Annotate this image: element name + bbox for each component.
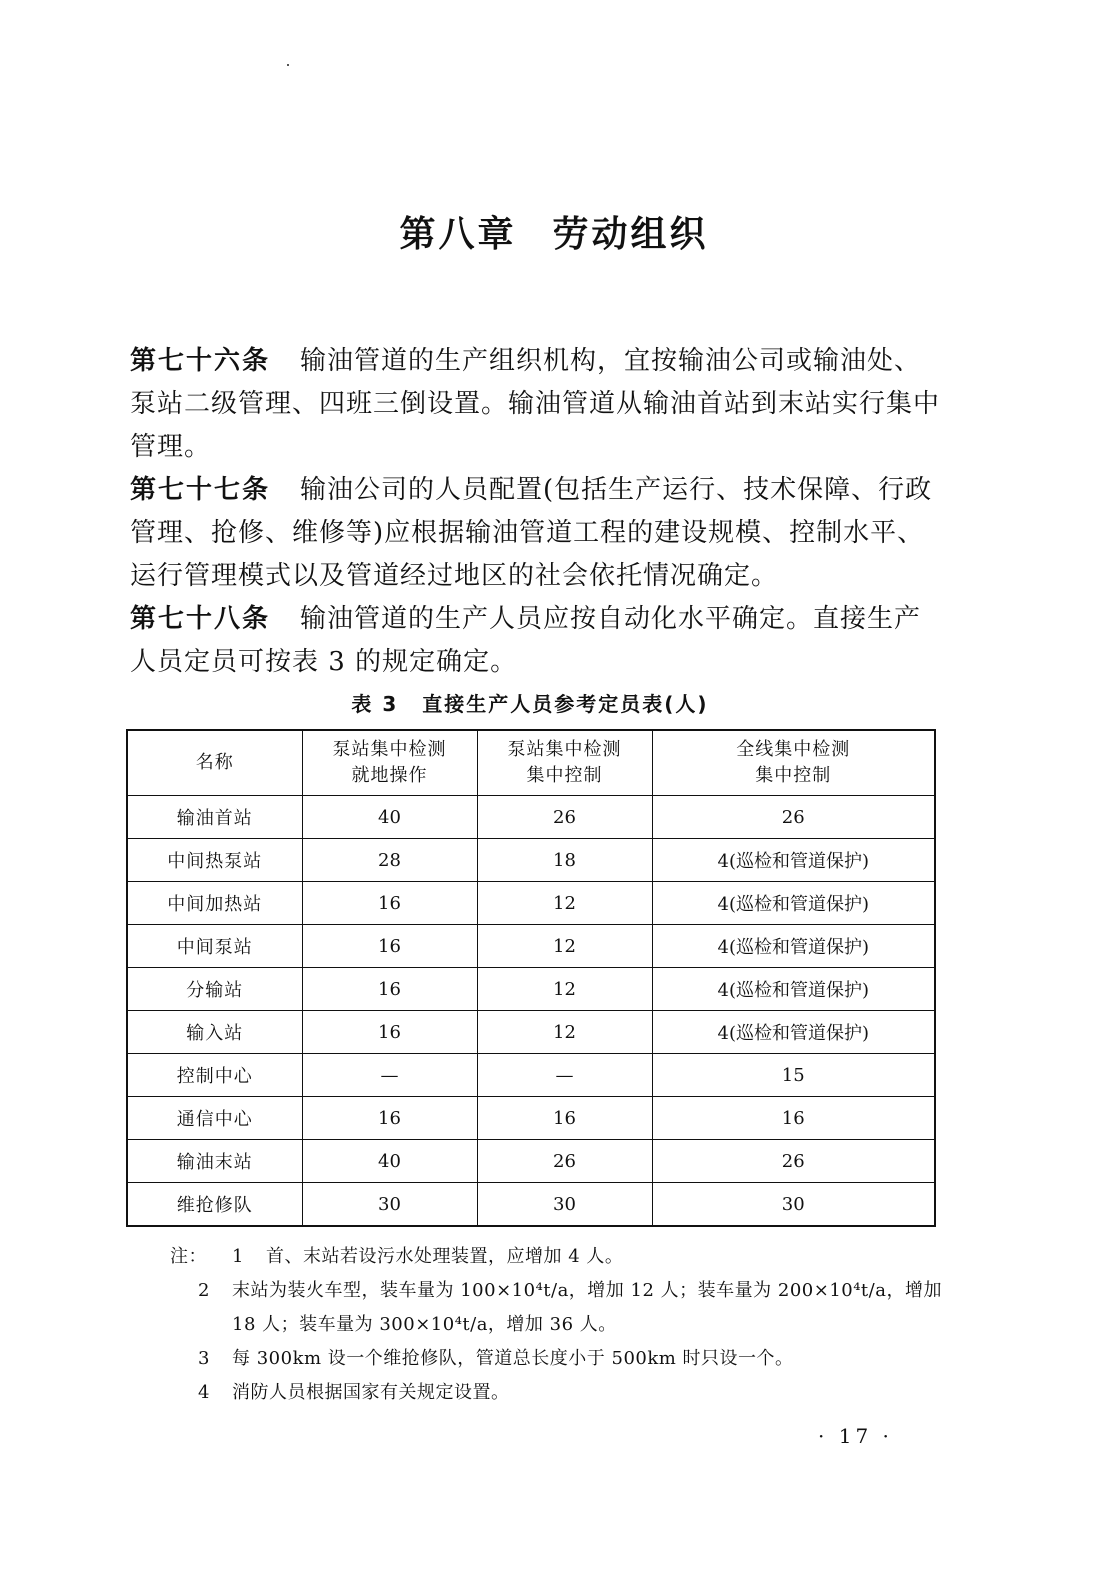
station-name-cell: 维抢修队 (127, 1183, 302, 1227)
header-col-line-control: 全线集中检测 集中控制 (652, 730, 935, 796)
article-number: 第七十六条 (130, 346, 271, 376)
chapter-number: 第八章 (399, 214, 517, 255)
table-notes (170, 1240, 950, 1410)
table-row (127, 839, 935, 882)
staff-count-cell: 30 (302, 1183, 477, 1227)
note-text: 首、末站若设污水处理装置，应增加 4 人。 (266, 1246, 624, 1267)
staff-count-cell: 26 (652, 1140, 935, 1183)
note-item (170, 1342, 950, 1376)
note-number: 2 (198, 1280, 210, 1301)
header-name: 名称 (127, 730, 302, 796)
header-col-local: 泵站集中检测 就地操作 (302, 730, 477, 796)
station-name-cell: 输入站 (127, 1011, 302, 1054)
staff-count-cell: 30 (652, 1183, 935, 1227)
table-row (127, 1011, 935, 1054)
table-row (127, 925, 935, 968)
staff-count-cell: 12 (477, 968, 652, 1011)
station-name-cell: 中间泵站 (127, 925, 302, 968)
staff-count-cell: 16 (302, 882, 477, 925)
article-77 (130, 469, 940, 598)
note-text: 末站为装火车型，装车量为 100×10⁴t/a，增加 12 人；装车量为 200×10⁴t/a，增加 18 人；装车量为 300×10⁴t/a，增加 36 人。 (232, 1280, 942, 1335)
staff-count-cell: 4(巡检和管道保护) (652, 882, 935, 925)
chapter-title (0, 206, 1108, 257)
staff-count-cell: 16 (302, 1011, 477, 1054)
staff-count-cell: 28 (302, 839, 477, 882)
note-text: 消防人员根据国家有关规定设置。 (232, 1382, 510, 1403)
staff-count-cell: 16 (302, 925, 477, 968)
table-row (127, 1183, 935, 1227)
table-title: 直接生产人员参考定员表(人) (422, 692, 709, 716)
notes-label: 注： (170, 1246, 207, 1267)
staff-count-cell: 40 (302, 796, 477, 839)
staff-count-cell: 26 (652, 796, 935, 839)
staff-count-cell: 26 (477, 1140, 652, 1183)
table-row (127, 968, 935, 1011)
table-body (127, 796, 935, 1227)
staff-count-cell: 16 (477, 1097, 652, 1140)
page-number: · 17 · (818, 1424, 893, 1448)
staff-count-cell: 4(巡检和管道保护) (652, 1011, 935, 1054)
station-name-cell: 输油末站 (127, 1140, 302, 1183)
article-number: 第七十八条 (130, 604, 271, 634)
staff-count-cell: — (302, 1054, 477, 1097)
staff-count-cell: 40 (302, 1140, 477, 1183)
note-text: 每 300km 设一个维抢修队，管道总长度小于 500km 时只设一个。 (232, 1348, 794, 1369)
note-item (170, 1376, 950, 1410)
table-row (127, 796, 935, 839)
note-number: 4 (198, 1382, 210, 1403)
station-name-cell: 通信中心 (127, 1097, 302, 1140)
article-text: 输油公司的人员配置(包括生产运行、技术保障、行政管理、抢修、维修等)应根据输油管道工程的建设规模、控制水平、运行管理模式以及管道经过地区的社会依托情况确定。 (130, 475, 933, 591)
article-text: 输油管道的生产组织机构，宜按输油公司或输油处、泵站二级管理、四班三倒设置。输油管道从输油首站到末站实行集中管理。 (130, 346, 941, 462)
station-name-cell: 分输站 (127, 968, 302, 1011)
header-col-station-control: 泵站集中检测 集中控制 (477, 730, 652, 796)
table-row (127, 1054, 935, 1097)
staff-count-cell: 16 (652, 1097, 935, 1140)
table-number: 表 3 (351, 692, 399, 716)
staffing-table (126, 729, 936, 1227)
staff-count-cell: 30 (477, 1183, 652, 1227)
chapter-name: 劳动组织 (552, 214, 709, 255)
station-name-cell: 中间加热站 (127, 882, 302, 925)
article-text: 输油管道的生产人员应按自动化水平确定。直接生产人员定员可按表 3 的规定确定。 (130, 604, 922, 677)
staff-count-cell: 12 (477, 882, 652, 925)
article-number: 第七十七条 (130, 475, 271, 505)
table-row (127, 1140, 935, 1183)
staff-count-cell: 12 (477, 925, 652, 968)
staff-count-cell: — (477, 1054, 652, 1097)
staff-count-cell: 16 (302, 1097, 477, 1140)
staff-count-cell: 4(巡检和管道保护) (652, 925, 935, 968)
article-76 (130, 340, 940, 469)
scan-speck (287, 64, 289, 66)
station-name-cell: 中间热泵站 (127, 839, 302, 882)
station-name-cell: 输油首站 (127, 796, 302, 839)
staff-count-cell: 26 (477, 796, 652, 839)
table-row (127, 882, 935, 925)
article-78 (130, 598, 940, 684)
note-item (170, 1240, 950, 1274)
note-number: 1 (232, 1246, 244, 1267)
note-item (170, 1274, 950, 1342)
staff-count-cell: 12 (477, 1011, 652, 1054)
station-name-cell: 控制中心 (127, 1054, 302, 1097)
staff-count-cell: 16 (302, 968, 477, 1011)
table-caption (0, 688, 1060, 717)
staff-count-cell: 15 (652, 1054, 935, 1097)
staff-count-cell: 4(巡检和管道保护) (652, 968, 935, 1011)
table-header-row (127, 730, 935, 796)
staff-count-cell: 18 (477, 839, 652, 882)
table-row (127, 1097, 935, 1140)
note-number: 3 (198, 1348, 210, 1369)
staff-count-cell: 4(巡检和管道保护) (652, 839, 935, 882)
